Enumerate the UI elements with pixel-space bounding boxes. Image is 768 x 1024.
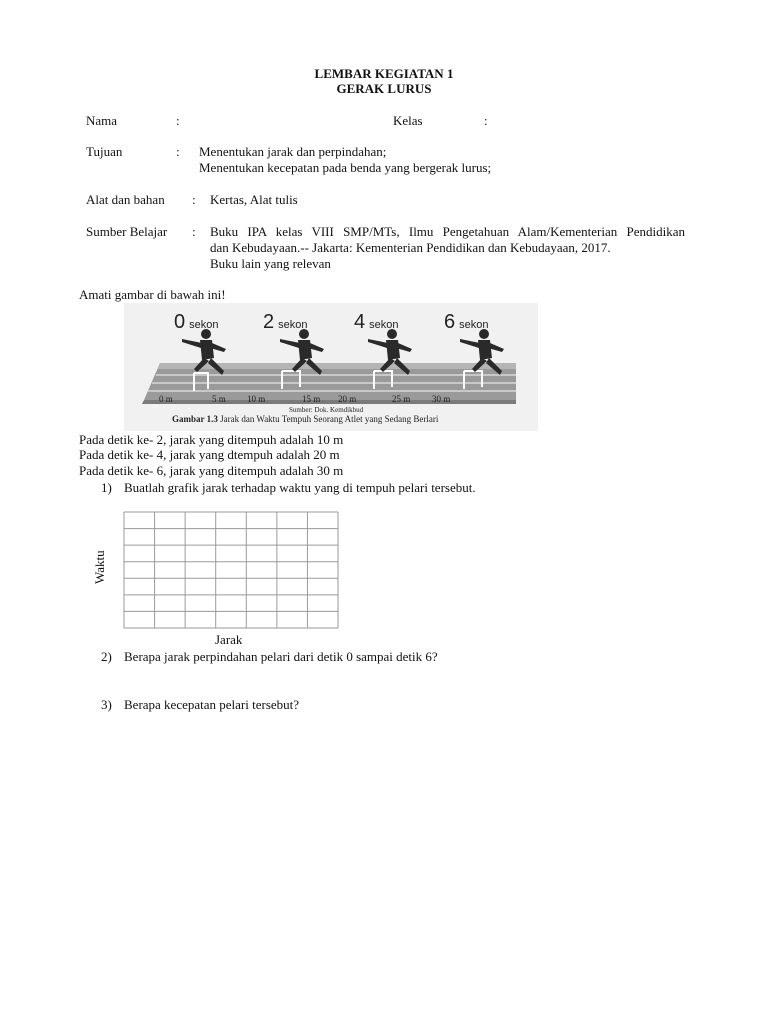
tujuan-colon: : bbox=[176, 144, 180, 159]
question-number: 2) bbox=[101, 649, 112, 664]
kelas-colon: : bbox=[484, 113, 488, 128]
distance-label: 0 m bbox=[159, 394, 173, 404]
statement-line: Pada detik ke- 6, jarak yang ditempuh adalah 30 m bbox=[79, 463, 344, 478]
distance-label: 10 m bbox=[247, 394, 266, 404]
question-number: 1) bbox=[101, 480, 112, 495]
distance-label: 15 m bbox=[302, 394, 321, 404]
question-text: Berapa jarak perpindahan pelari dari detik 0 sampai detik 6? bbox=[124, 649, 438, 664]
distance-label: 25 m bbox=[392, 394, 411, 404]
sumber-line-2: dan Kebudayaan.-- Jakarta: Kementerian Pendidikan dan Kebudayaan, 2017. bbox=[210, 240, 611, 255]
answer-grid bbox=[123, 511, 339, 629]
statement-line: Pada detik ke- 2, jarak yang ditempuh adalah 10 m bbox=[79, 432, 344, 447]
title-line-2: GERAK LURUS bbox=[336, 81, 432, 96]
alat-label: Alat dan bahan bbox=[86, 192, 165, 207]
nama-label: Nama bbox=[86, 113, 118, 128]
question-text: Berapa kecepatan pelari tersebut? bbox=[124, 697, 300, 712]
distance-label: 30 m bbox=[432, 394, 451, 404]
sumber-colon: : bbox=[192, 224, 196, 239]
question-number: 3) bbox=[101, 697, 112, 712]
sumber-line-3: Buku lain yang relevan bbox=[210, 256, 331, 271]
nama-colon: : bbox=[176, 113, 180, 128]
figure-source: Sumber: Dok. Kemdikbud bbox=[289, 406, 364, 414]
time-label-0: 0 sekon bbox=[174, 311, 219, 333]
intro-text: Amati gambar di bawah ini! bbox=[79, 287, 226, 302]
alat-value: Kertas, Alat tulis bbox=[210, 192, 298, 207]
statement-line: Pada detik ke- 4, jarak yang dtempuh adalah 20 m bbox=[79, 447, 340, 462]
time-label-6: 6 sekon bbox=[444, 311, 489, 333]
grid-x-label: Jarak bbox=[215, 632, 243, 647]
grid-lines bbox=[123, 511, 339, 629]
kelas-label: Kelas bbox=[393, 113, 423, 128]
sumber-line-1: Buku IPA kelas VIII SMP/MTs, Ilmu Pengetahuan Alam/Kementerian Pendidikan bbox=[210, 224, 685, 239]
distance-label: 5 m bbox=[212, 394, 226, 404]
question-text: Buatlah grafik jarak terhadap waktu yang di tempuh pelari tersebut. bbox=[124, 480, 476, 495]
time-label-4: 4 sekon bbox=[354, 311, 399, 333]
title-line-1: LEMBAR KEGIATAN 1 bbox=[314, 66, 454, 81]
time-label-2: 2 sekon bbox=[263, 311, 308, 333]
runner-figure bbox=[124, 303, 538, 431]
grid-y-label: Waktu bbox=[92, 550, 107, 584]
alat-colon: : bbox=[192, 192, 196, 207]
tujuan-line-1: Menentukan jarak dan perpindahan; bbox=[199, 144, 387, 159]
distance-label: 20 m bbox=[338, 394, 357, 404]
figure-caption: Gambar 1.3 Jarak dan Waktu Tempuh Seorang Atlet yang Sedang Berlari bbox=[172, 414, 439, 424]
sumber-label: Sumber Belajar bbox=[86, 224, 168, 239]
tujuan-label: Tujuan bbox=[86, 144, 123, 159]
tujuan-line-2: Menentukan kecepatan pada benda yang bergerak lurus; bbox=[199, 160, 492, 175]
